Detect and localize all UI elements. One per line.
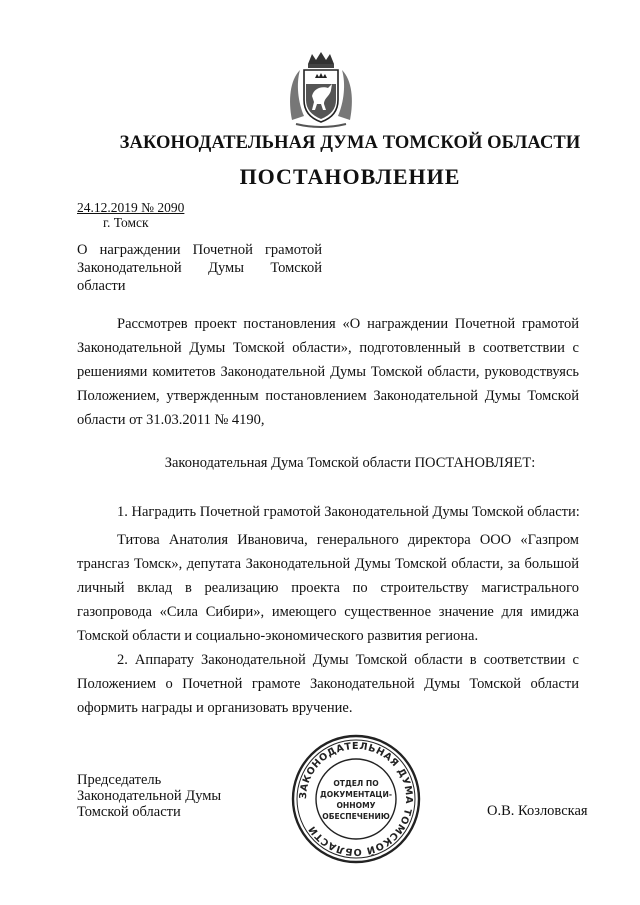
stamp-line-3: ОННОМУ [336,801,376,810]
stamp-line-2: ДОКУМЕНТАЦИ- [320,790,392,799]
item1-paragraph: Титова Анатолия Ивановича, генерального директора ООО «Газпром трансгаз Томск», депутата Законодательной Думы Томской области, за большой личный вклад в реализацию проекта по строительству магистрального газопровода «Сила Сибири», имеющего существенное значение для имиджа Томской области и социально-экономического развития региона. [77,532,579,644]
official-stamp [290,733,422,865]
signatory-line-1: Председатель [77,772,162,788]
document-city: г. Томск [103,215,149,230]
item1-heading: 1. Наградить Почетной грамотой Законодательной Думы Томской области: [117,504,580,520]
intro-paragraph: Рассмотрев проект постановления «О награждении Почетной грамотой Законодательной Думы Томской области», подготовленный в соответствии с решениями комитетов Законодательной Думы Томской области, руководствуясь Положением, утвержденным постановлением Законодательной Думы Томской области от 31.03.2011 № 4190, [77,316,579,428]
stamp-ring-text: ЗАКОНОДАТЕЛЬНАЯ ДУМА ТОМСКОЙ ОБЛАСТИ [297,740,415,858]
document-date-number: 24.12.2019 № 2090 [77,200,185,215]
coat-of-arms-icon [288,50,354,128]
organization-title: ЗАКОНОДАТЕЛЬНАЯ ДУМА ТОМСКОЙ ОБЛАСТИ [119,133,581,153]
signatory-line-3: Томской области [77,804,181,820]
document-subject: О награждении Почетной грамотой Законодательной Думы Томской области [77,242,322,294]
item2-paragraph: 2. Аппарату Законодательной Думы Томской области в соответствии с Положением о Почетной грамоте Законодательной Думы Томской области оформить награды и организовать вручение. [77,652,579,716]
stamp-line-1: ОТДЕЛ ПО [333,779,379,788]
signatory-line-2: Законодательной Думы [77,788,222,804]
resolves-line: Законодательная Дума Томской области ПОСТАНОВЛЯЕТ: [164,455,536,471]
signatory-position [77,772,221,820]
signatory-name: О.В. Козловская [487,803,588,819]
stamp-line-4: ОБЕСПЕЧЕНИЮ [322,812,390,821]
document-type: ПОСТАНОВЛЕНИЕ [239,164,461,189]
